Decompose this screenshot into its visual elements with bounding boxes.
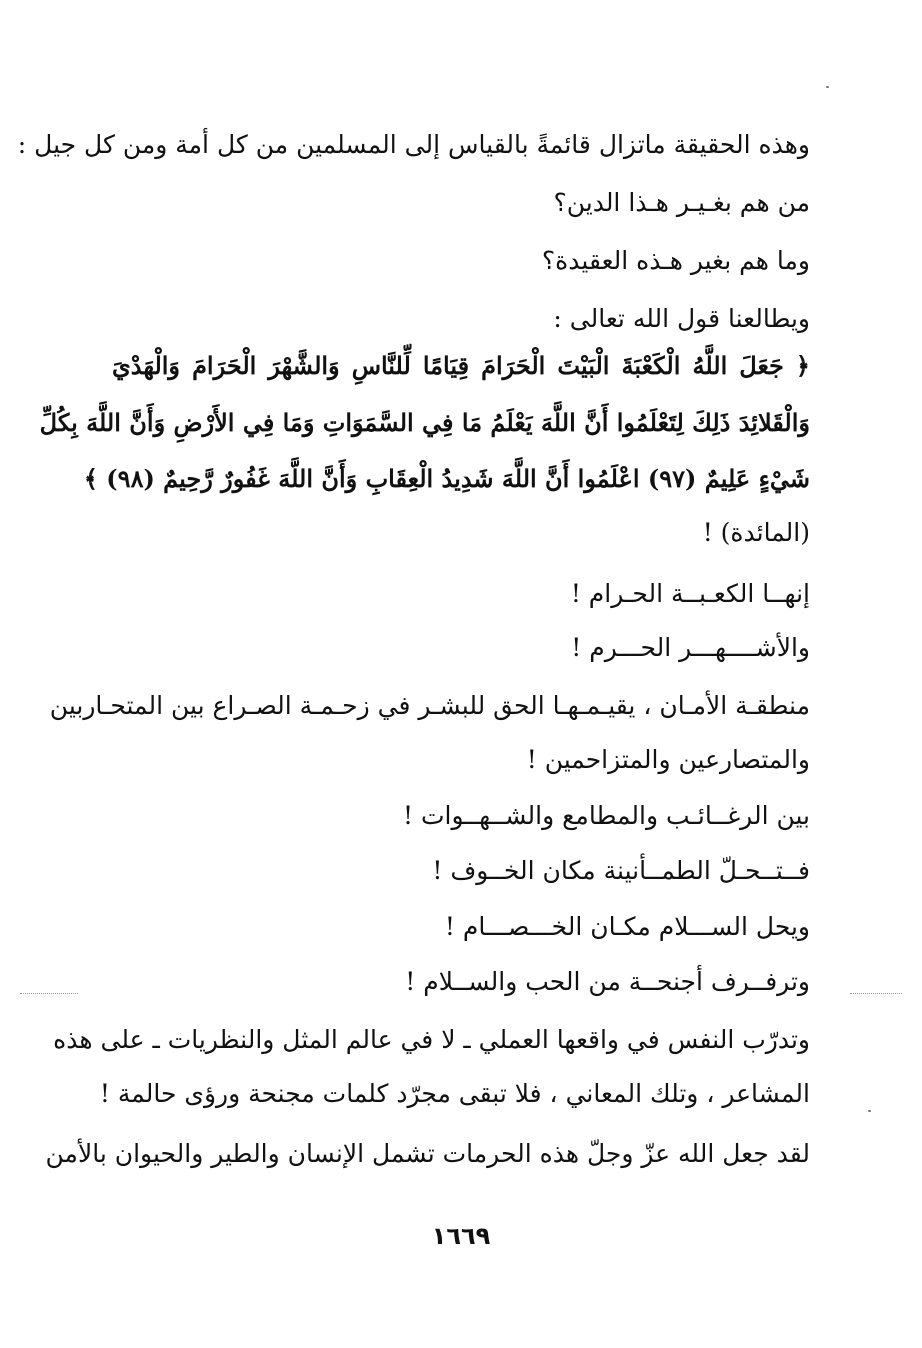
quran-verse-line: ﴿ جَعَلَ اللَّهُ الْكَعْبَةَ الْبَيْتَ الْحَرَامَ قِيَامًا لِّلنَّاسِ وَالشَّهْرَ الْحَرَامَ وَالْهَدْيَ bbox=[112, 351, 810, 380]
exclamation-line: بين الرغــائـب والمطامع والشــهــوات ! bbox=[403, 801, 810, 830]
page-number: ١٦٦٩ bbox=[431, 1222, 491, 1250]
exclamation-line: ويحل الســـلام مكـان الخـــصـــام ! bbox=[444, 912, 810, 941]
question-line: وما هم بغير هـذه العقيدة؟ bbox=[541, 246, 810, 275]
paragraph-line: وتدرّب النفس في واقعها العملي ـ لا في عالم المثل والنظريات ـ على هذه bbox=[53, 1025, 810, 1054]
paragraph-line: لقد جعل الله عزّ وجلّ هذه الحرمات تشمل الإنسان والطير والحيوان بالأمن bbox=[45, 1139, 810, 1168]
exclamation-line: وترفــرف أجنحــة من الحب والســلام ! bbox=[405, 967, 810, 996]
question-line: من هم بغـيـر هـذا الدين؟ bbox=[553, 188, 810, 217]
paragraph-line: منطقـة الأمـان ، يقيـمـهـا الحق للبشـر في زحـمـة الصـراع بين المتحـاربين bbox=[49, 691, 810, 720]
exclamation-line: فــتــحـلّ الطمــأنينة مكان الخــوف ! bbox=[432, 856, 810, 885]
verse-reference: (المائدة) ! bbox=[702, 518, 810, 547]
exclamation-line: والأشــــهـــر الحـــرم ! bbox=[571, 633, 810, 662]
scan-artifact bbox=[850, 993, 902, 995]
quran-verse-line: شَيْءٍ عَلِيمٌ (٩٧) اعْلَمُوا أَنَّ اللَّهَ شَدِيدُ الْعِقَابِ وَأَنَّ اللَّهَ غَفُورٌ رَّحِيمٌ (٩٨) ﴾ bbox=[83, 464, 810, 493]
paragraph-line: ويطالعنا قول الله تعالى : bbox=[553, 304, 810, 333]
paragraph-line: وهذه الحقيقة ماتزال قائمةً بالقياس إلى المسلمين من كل أمة ومن كل جيل : bbox=[17, 130, 810, 159]
quran-verse-line: وَالْقَلائِدَ ذَلِكَ لِتَعْلَمُوا أَنَّ اللَّهَ يَعْلَمُ مَا فِي السَّمَوَاتِ وَمَا فِي الأَرْضِ وَأَنَّ اللَّهَ بِكُلِّ bbox=[39, 408, 810, 437]
scan-speck bbox=[868, 1110, 871, 1112]
scan-artifact bbox=[20, 993, 78, 995]
paragraph-line: المشاعر ، وتلك المعاني ، فلا تبقى مجرّد كلمات مجنحة ورؤى حالمة ! bbox=[99, 1079, 810, 1108]
scan-speck bbox=[826, 86, 829, 88]
exclamation-line: إنهــا الكعـبــة الحـرام ! bbox=[570, 579, 810, 608]
paragraph-line: والمتصارعين والمتزاحمين ! bbox=[526, 745, 810, 774]
